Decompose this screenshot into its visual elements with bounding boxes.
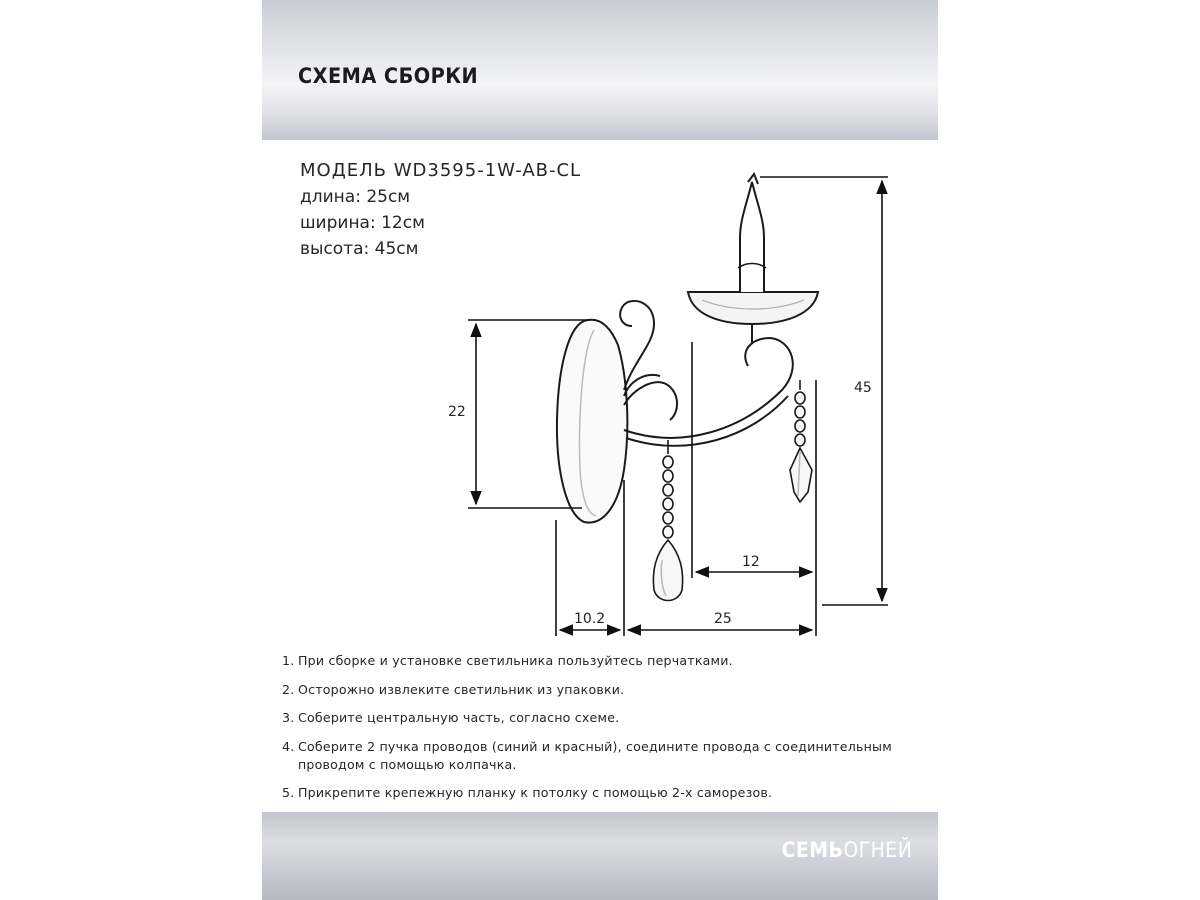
brand-logo: СЕМЬОГНЕЙ: [781, 838, 912, 862]
lamp-diagram: [262, 140, 938, 650]
instruction-step: 5. Прикрепите крепежную планку к потолку с помощью 2-х саморезов.: [282, 785, 773, 800]
crystal-pendant-left: [653, 440, 682, 601]
page-title: СХЕМА СБОРКИ: [298, 64, 479, 88]
dim-plate-height: 22: [448, 404, 466, 420]
dim-arm-width: 12: [742, 554, 760, 570]
instruction-step: 2. Осторожно извлеките светильник из упаковки.: [282, 681, 625, 697]
instruction-step: 4. Соберите 2 пучка проводов (синий и красный), соедините провода с соединительным проводом с помощью колпачка.: [282, 738, 892, 772]
instruction-step: 1. При сборке и установке светильника пользуйтесь перчатками.: [282, 653, 733, 668]
spec-height: высота: 45см: [300, 239, 419, 259]
candle-holder: [688, 174, 818, 344]
spec-length: длина: 25см: [300, 187, 411, 207]
instruction-step: 3. Соберите центральную часть, согласно схеме.: [282, 710, 620, 725]
spec-model: МОДЕЛЬ WD3595-1W-AB-CL: [300, 160, 582, 181]
assembly-sheet: [262, 0, 938, 900]
dim-total-length: 25: [714, 611, 732, 627]
crystal-pendant-right: [790, 380, 812, 502]
dim-base-depth: 10.2: [574, 611, 606, 627]
dim-total-height: 45: [854, 380, 872, 396]
wall-plate: [557, 320, 627, 523]
spec-width: ширина: 12см: [300, 213, 425, 233]
